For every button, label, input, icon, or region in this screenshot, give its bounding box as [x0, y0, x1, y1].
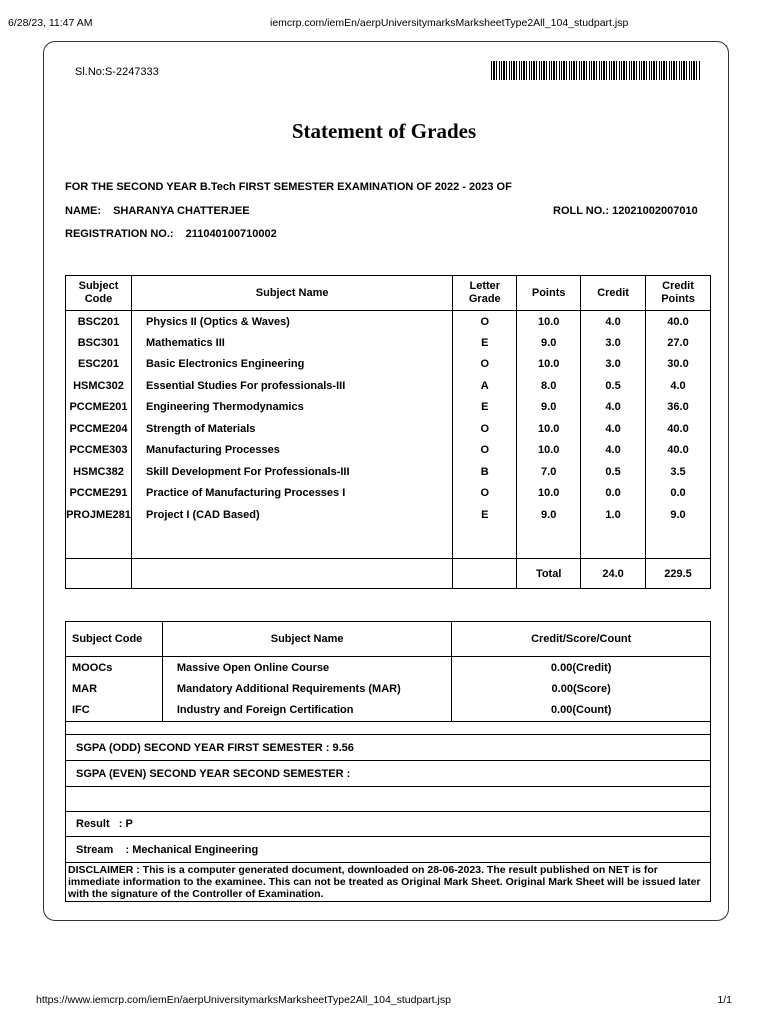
registration-number [65, 228, 277, 240]
col-header-letter-grade: Letter Grade [453, 276, 517, 311]
subject-code: PCCME204 [66, 418, 132, 440]
student-name [65, 205, 250, 217]
credit-points: 36.0 [646, 397, 711, 419]
credit-points: 30.0 [646, 354, 711, 376]
result-label: Result [76, 818, 110, 830]
credit: 4.0 [581, 418, 646, 440]
additional-requirements-table [65, 621, 711, 722]
subject-code: PCCME291 [66, 483, 132, 505]
disclaimer: DISCLAIMER : This is a computer generated document, downloaded on 28-06-2023. The result published on NET is for immediate information to the examinee. This can not be treated as Original Mark Sheet. Original Mark Sheet will be issued later with the signature of the Controller of Examination. [65, 862, 711, 902]
credit-points: 9.0 [646, 504, 711, 526]
letter-grade: E [453, 504, 517, 526]
letter-grade: O [453, 483, 517, 505]
col-header-credit-score-count: Credit/Score/Count [452, 622, 711, 657]
subject-code: PCCME201 [66, 397, 132, 419]
credit: 0.5 [581, 375, 646, 397]
result-value: : P [118, 818, 133, 830]
credit: 4.0 [581, 440, 646, 462]
blank-row [66, 526, 711, 559]
points: 10.0 [517, 483, 581, 505]
table-row [66, 354, 711, 376]
subject-name: Strength of Materials [131, 418, 452, 440]
stream-row [65, 836, 711, 863]
print-datetime: 6/28/23, 11:47 AM [8, 17, 93, 29]
credit: 0.5 [581, 461, 646, 483]
table-row [66, 461, 711, 483]
subject-code: BSC301 [66, 332, 132, 354]
table-row [66, 440, 711, 462]
sgpa-odd: SGPA (ODD) SECOND YEAR FIRST SEMESTER : 9.56 [65, 734, 711, 761]
table-row [66, 504, 711, 526]
subject-name: Skill Development For Professionals-III [131, 461, 452, 483]
credit-score-count: 0.00(Score) [452, 678, 711, 700]
credit-points: 4.0 [646, 375, 711, 397]
credit-points: 27.0 [646, 332, 711, 354]
roll-value: 12021002007010 [612, 205, 698, 217]
letter-grade: O [453, 354, 517, 376]
exam-line: FOR THE SECOND YEAR B.Tech FIRST SEMESTER EXAMINATION OF 2022 - 2023 OF [65, 181, 512, 193]
roll-number [553, 205, 698, 217]
roll-label: ROLL NO.: [553, 205, 610, 217]
print-page-path: iemcrp.com/iemEn/aerpUniversitymarksMarksheetType2All_104_studpart.jsp [270, 17, 629, 29]
credit-score-count: 0.00(Credit) [452, 657, 711, 679]
table-row [66, 678, 711, 700]
result-row [65, 811, 711, 837]
subject-name: Industry and Foreign Certification [162, 700, 452, 722]
name-label: NAME: [65, 205, 102, 217]
table-row [66, 483, 711, 505]
subject-code: MOOCs [66, 657, 163, 679]
subject-code: HSMC382 [66, 461, 132, 483]
subject-name: Essential Studies For professionals-III [131, 375, 452, 397]
table-row [66, 657, 711, 679]
col-header-subject-code: Subject Code [66, 276, 132, 311]
col-header-credit: Credit [581, 276, 646, 311]
subject-code: PROJME281 [66, 504, 132, 526]
grades-header-row [66, 276, 711, 311]
table-row [66, 311, 711, 333]
name-value: SHARANYA CHATTERJEE [113, 205, 250, 217]
serial-number: Sl.No:S-2247333 [75, 66, 159, 78]
subject-code: HSMC302 [66, 375, 132, 397]
credit: 3.0 [581, 332, 646, 354]
letter-grade: O [453, 440, 517, 462]
col-header-subject-name: Subject Name [131, 276, 452, 311]
stream-value: : Mechanical Engineering [125, 843, 259, 856]
points: 9.0 [517, 397, 581, 419]
points: 9.0 [517, 332, 581, 354]
subject-name: Massive Open Online Course [162, 657, 452, 679]
table-row [66, 700, 711, 722]
print-footer-url: https://www.iemcrp.com/iemEn/aerpUniversitymarksMarksheetType2All_104_studpart.jsp [36, 994, 451, 1006]
total-label: Total [517, 559, 581, 589]
reg-label: REGISTRATION NO.: [65, 228, 174, 240]
letter-grade: E [453, 332, 517, 354]
credit: 0.0 [581, 483, 646, 505]
credit-points: 40.0 [646, 418, 711, 440]
credit: 4.0 [581, 311, 646, 333]
points: 7.0 [517, 461, 581, 483]
col-header-subject-code: Subject Code [66, 622, 163, 657]
subject-code: PCCME303 [66, 440, 132, 462]
points: 8.0 [517, 375, 581, 397]
total-credit-points: 229.5 [646, 559, 711, 589]
reg-value: 211040100710002 [185, 228, 277, 240]
subject-name: Project I (CAD Based) [131, 504, 452, 526]
letter-grade: A [453, 375, 517, 397]
barcode-image [491, 61, 700, 80]
credit-points: 3.5 [646, 461, 711, 483]
table-row [66, 397, 711, 419]
points: 9.0 [517, 504, 581, 526]
credit: 3.0 [581, 354, 646, 376]
subject-code: MAR [66, 678, 163, 700]
credit: 4.0 [581, 397, 646, 419]
letter-grade: O [453, 418, 517, 440]
credit-points: 40.0 [646, 440, 711, 462]
credit-score-count: 0.00(Count) [452, 700, 711, 722]
grades-table [65, 275, 711, 589]
letter-grade: O [453, 311, 517, 333]
subject-name: Engineering Thermodynamics [131, 397, 452, 419]
subject-code: ESC201 [66, 354, 132, 376]
stream-label: Stream [76, 843, 114, 856]
credit-points: 40.0 [646, 311, 711, 333]
total-credit: 24.0 [581, 559, 646, 589]
table-row [66, 375, 711, 397]
spacer-row [65, 721, 711, 735]
page-title: Statement of Grades [291, 119, 477, 143]
letter-grade: E [453, 397, 517, 419]
points: 10.0 [517, 354, 581, 376]
subject-code: IFC [66, 700, 163, 722]
print-page-count: 1/1 [717, 994, 732, 1006]
table-row [66, 418, 711, 440]
subject-name: Mandatory Additional Requirements (MAR) [162, 678, 452, 700]
points: 10.0 [517, 418, 581, 440]
points: 10.0 [517, 311, 581, 333]
subject-name: Physics II (Optics & Waves) [131, 311, 452, 333]
col-header-points: Points [517, 276, 581, 311]
col-header-credit-points: Credit Points [646, 276, 711, 311]
blank-row [65, 786, 711, 812]
letter-grade: B [453, 461, 517, 483]
credit: 1.0 [581, 504, 646, 526]
subject-name: Manufacturing Processes [131, 440, 452, 462]
subject-code: BSC201 [66, 311, 132, 333]
subject-name: Practice of Manufacturing Processes I [131, 483, 452, 505]
credit-points: 0.0 [646, 483, 711, 505]
extra-header-row [66, 622, 711, 657]
col-header-subject-name: Subject Name [162, 622, 452, 657]
table-row [66, 332, 711, 354]
total-row [66, 559, 711, 589]
subject-name: Mathematics III [131, 332, 452, 354]
sgpa-even: SGPA (EVEN) SECOND YEAR SECOND SEMESTER : [65, 760, 711, 787]
subject-name: Basic Electronics Engineering [131, 354, 452, 376]
points: 10.0 [517, 440, 581, 462]
